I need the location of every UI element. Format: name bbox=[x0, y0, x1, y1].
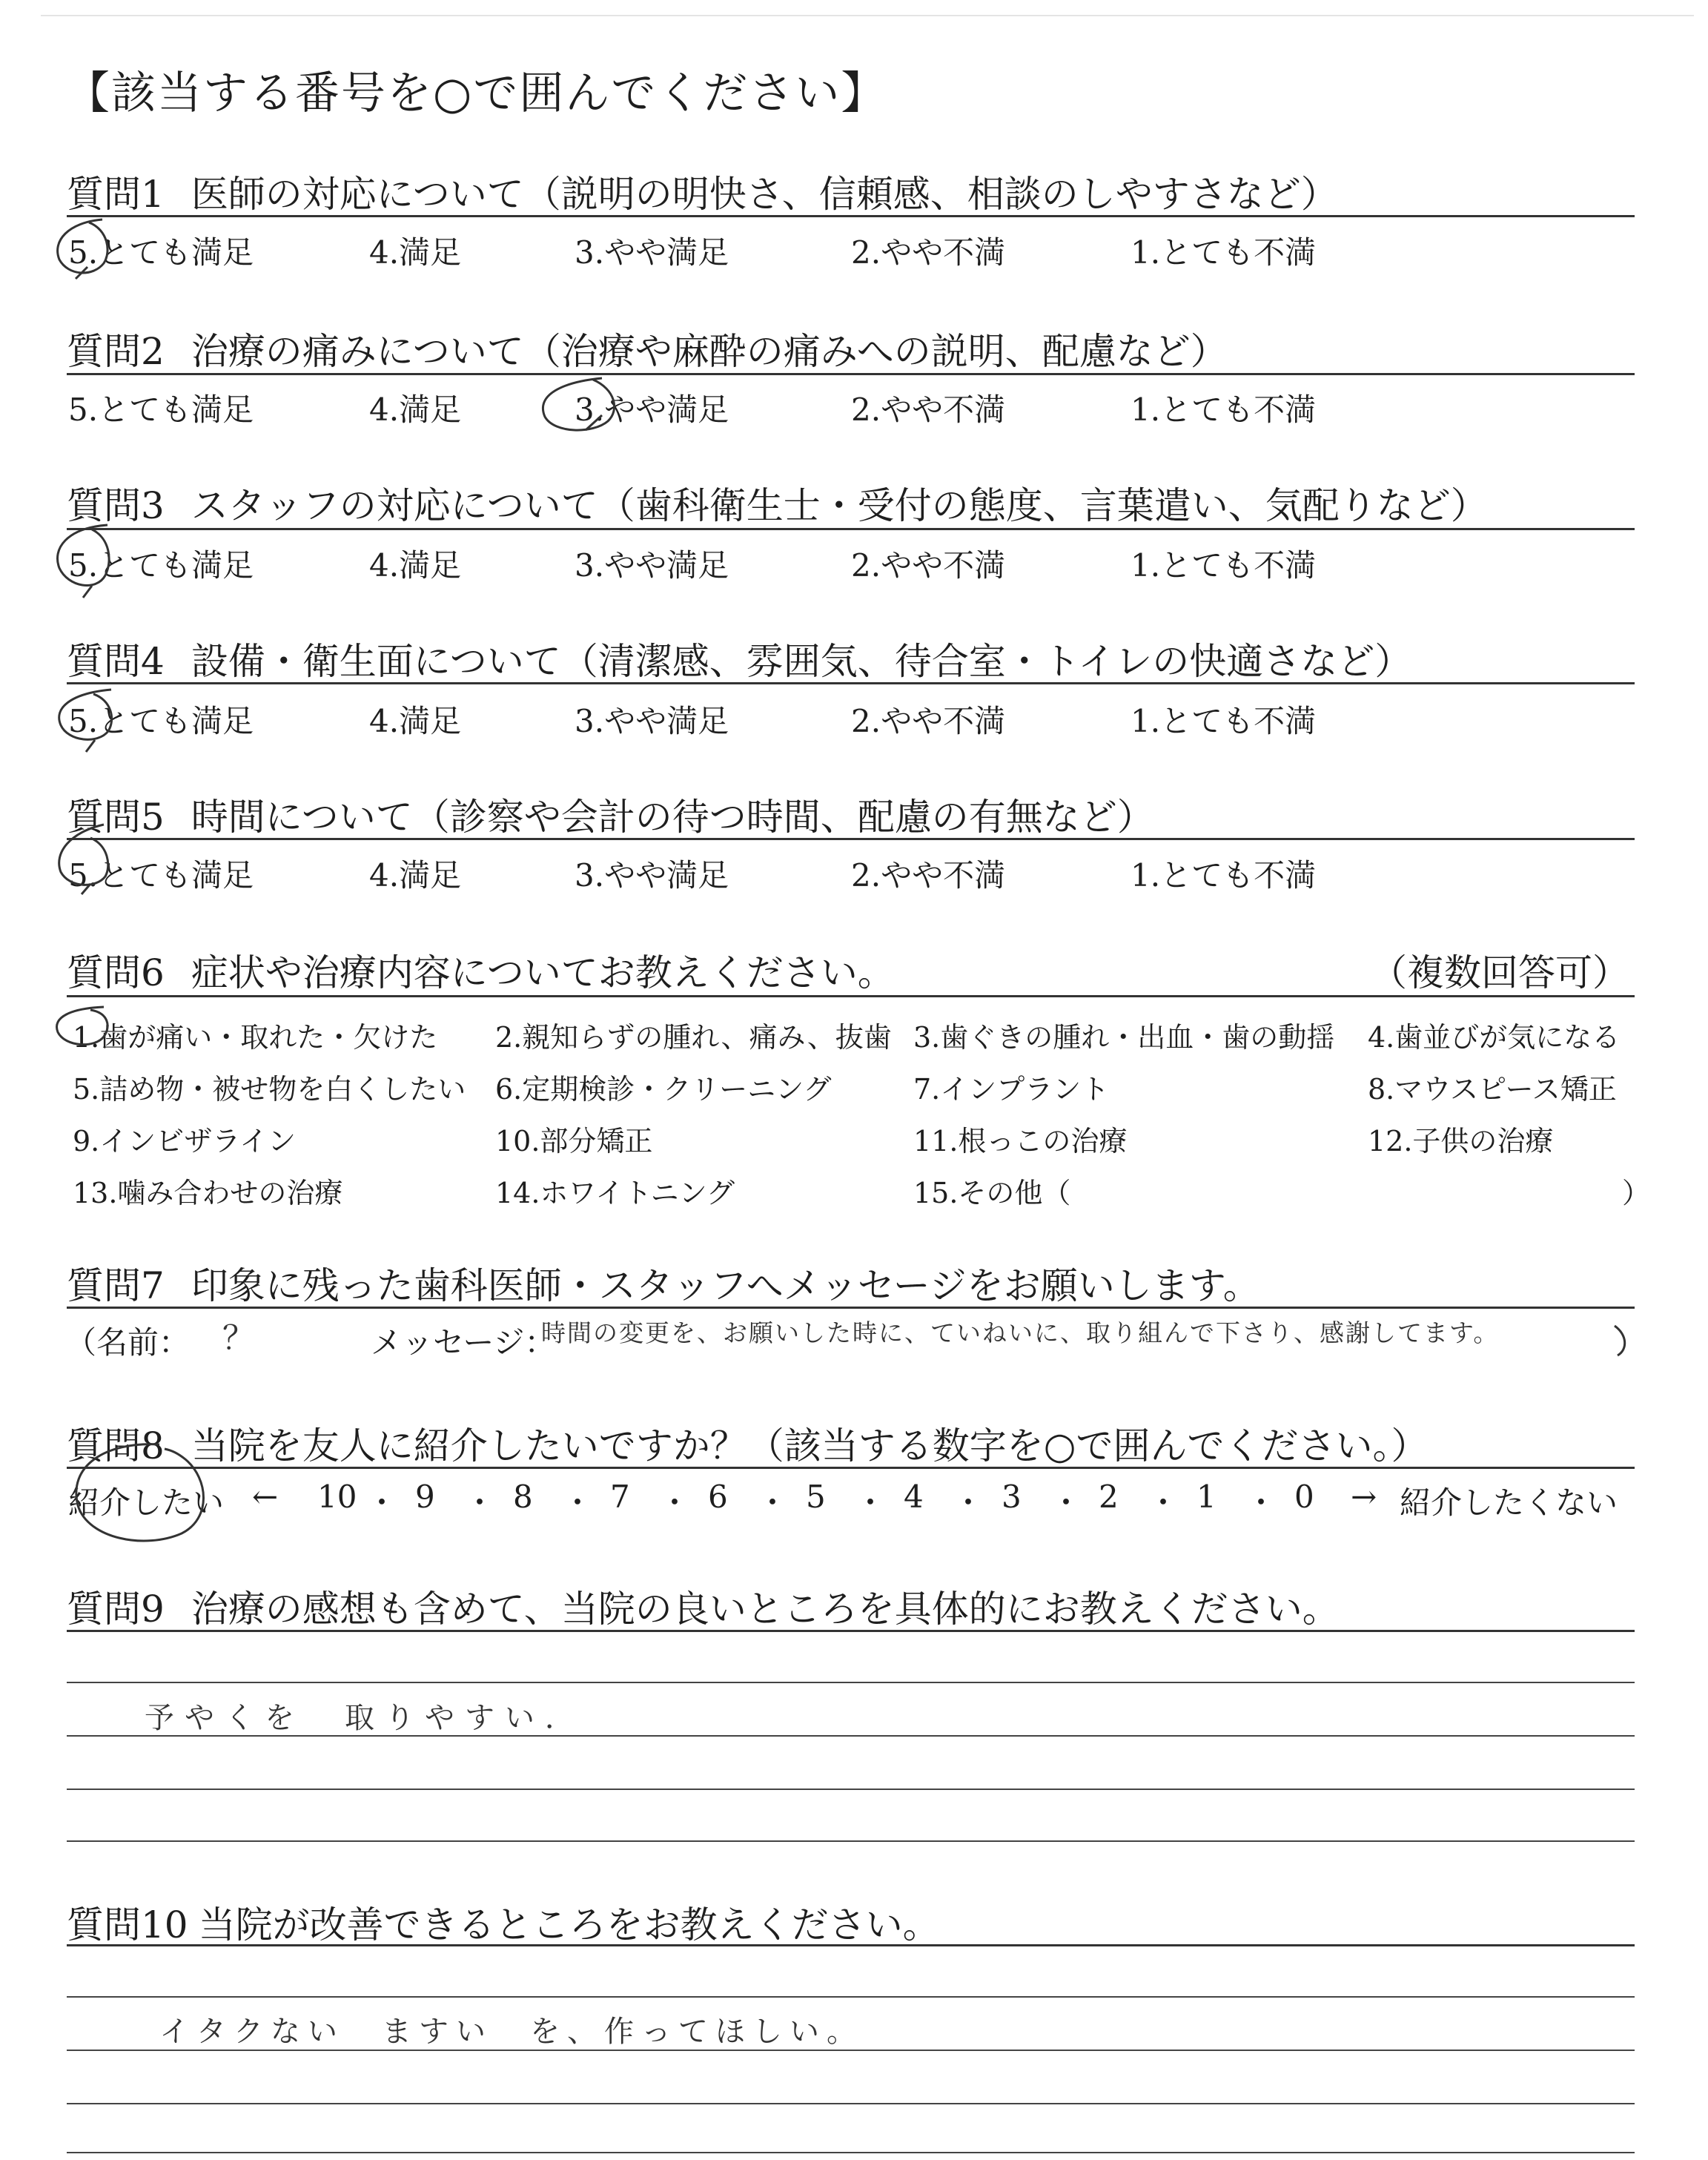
q4-selection-tail bbox=[86, 740, 95, 752]
q5-option-4[interactable]: 4.満足 bbox=[369, 857, 462, 894]
writing-line bbox=[67, 2103, 1635, 2104]
q2-option-3[interactable]: 3.やや満足 bbox=[575, 392, 729, 428]
scale-value-2[interactable]: 2 bbox=[1099, 1479, 1119, 1515]
question-10 bbox=[67, 1895, 940, 1949]
question-7 bbox=[67, 1256, 1260, 1309]
q2-option-4[interactable]: 4.満足 bbox=[369, 392, 462, 428]
q6-option-6[interactable]: 6.定期検診・クリーニング bbox=[495, 1073, 832, 1106]
q3-selection-tail bbox=[83, 586, 92, 598]
scale-value-4[interactable]: 4 bbox=[904, 1479, 924, 1515]
not-recommend-label[interactable]: 紹介したくない bbox=[1400, 1484, 1618, 1521]
writing-line bbox=[67, 2050, 1635, 2051]
question-text: 医師の対応について（説明の明快さ、信頼感、相談のしやすさなど） bbox=[191, 173, 1338, 216]
scale-separator: ・ bbox=[1050, 1484, 1082, 1521]
question-number: 質問2 bbox=[67, 330, 165, 373]
multiple-answers-note: （複数回答可） bbox=[1370, 951, 1629, 994]
scale-value-9[interactable]: 9 bbox=[415, 1479, 435, 1515]
question-6 bbox=[67, 943, 895, 997]
scale-separator: ・ bbox=[855, 1484, 887, 1521]
scale-separator: ・ bbox=[562, 1484, 594, 1521]
q4-option-4[interactable]: 4.満足 bbox=[369, 703, 462, 739]
question-5 bbox=[67, 787, 1154, 841]
question-4 bbox=[67, 632, 1411, 685]
question-number: 質問10 bbox=[67, 1903, 188, 1946]
question-number: 質問9 bbox=[67, 1588, 165, 1631]
q6-option-13[interactable]: 13.噛み合わせの治療 bbox=[73, 1177, 343, 1209]
question-rule bbox=[67, 838, 1635, 840]
writing-line bbox=[67, 1996, 1635, 1998]
question-text: 当院が改善できるところをお教えください。 bbox=[198, 1903, 940, 1946]
q1-option-1[interactable]: 1.とても不満 bbox=[1131, 234, 1317, 271]
q6-other-close-paren: ） bbox=[1622, 1177, 1651, 1209]
q1-option-3[interactable]: 3.やや満足 bbox=[575, 234, 729, 271]
q6-option-8[interactable]: 8.マウスピース矯正 bbox=[1368, 1073, 1617, 1106]
q9-answer[interactable]: 予やくを 取りやすい． bbox=[145, 1701, 585, 1735]
scale-value-7[interactable]: 7 bbox=[610, 1479, 630, 1515]
scale-value-3[interactable]: 3 bbox=[1002, 1479, 1022, 1515]
scale-value-1[interactable]: 1 bbox=[1196, 1479, 1217, 1515]
q4-option-3[interactable]: 3.やや満足 bbox=[575, 703, 729, 739]
q6-option-2[interactable]: 2.親知らずの腫れ、痛み、抜歯 bbox=[495, 1021, 892, 1054]
question-number: 質問3 bbox=[67, 484, 165, 527]
question-text: 印象に残った歯科医師・スタッフへメッセージをお願いします。 bbox=[191, 1264, 1260, 1307]
scale-value-5[interactable]: 5 bbox=[806, 1479, 826, 1515]
page-title: 【該当する番号を○で囲んでください】 bbox=[65, 67, 887, 119]
question-number: 質問8 bbox=[67, 1424, 165, 1467]
q5-option-5[interactable]: 5.とても満足 bbox=[68, 857, 254, 894]
q6-option-4[interactable]: 4.歯並びが気になる bbox=[1368, 1021, 1621, 1054]
question-text: 治療の痛みについて（治療や麻酔の痛みへの説明、配慮など） bbox=[191, 330, 1228, 373]
scale-value-6[interactable]: 6 bbox=[708, 1479, 728, 1515]
q1-option-2[interactable]: 2.やや不満 bbox=[851, 234, 1006, 271]
question-text: 時間について（診察や会計の待つ時間、配慮の有無など） bbox=[191, 796, 1154, 839]
question-number: 質問4 bbox=[67, 640, 165, 683]
q6-option-10[interactable]: 10.部分矯正 bbox=[495, 1125, 653, 1157]
question-text: 症状や治療内容についてお教えください。 bbox=[191, 951, 895, 994]
scale-separator: ・ bbox=[464, 1484, 496, 1521]
q5-option-3[interactable]: 3.やや満足 bbox=[575, 857, 729, 894]
q6-option-7[interactable]: 7.インプラント bbox=[913, 1073, 1110, 1106]
q2-option-5[interactable]: 5.とても満足 bbox=[68, 392, 254, 428]
question-2 bbox=[67, 322, 1228, 375]
q3-option-5[interactable]: 5.とても満足 bbox=[68, 547, 254, 584]
q6-option-1[interactable]: 1.歯が痛い・取れた・欠けた bbox=[73, 1021, 438, 1054]
q5-option-1[interactable]: 1.とても不満 bbox=[1131, 857, 1317, 894]
question-text: スタッフの対応について（歯科衛生士・受付の態度、言葉遣い、気配りなど） bbox=[191, 484, 1488, 527]
q4-option-5[interactable]: 5.とても満足 bbox=[68, 703, 254, 739]
writing-line bbox=[67, 1682, 1635, 1683]
scale-separator: ・ bbox=[659, 1484, 691, 1521]
scale-separator: ・ bbox=[366, 1484, 398, 1521]
scale-value-10[interactable]: 10 bbox=[317, 1479, 357, 1515]
q3-option-4[interactable]: 4.満足 bbox=[369, 547, 462, 584]
question-number: 質問5 bbox=[67, 796, 165, 839]
writing-line bbox=[67, 2152, 1635, 2153]
question-rule bbox=[67, 1630, 1635, 1632]
writing-line bbox=[67, 1735, 1635, 1737]
question-text: 設備・衛生面について（清潔感、雰囲気、待合室・トイレの快適さなど） bbox=[191, 640, 1412, 683]
question-number: 質問6 bbox=[67, 951, 165, 994]
q7-message-end-hook bbox=[1615, 1326, 1625, 1355]
recommend-label[interactable]: 紹介したい bbox=[68, 1484, 225, 1521]
question-9 bbox=[67, 1579, 1340, 1633]
scale-separator: ・ bbox=[757, 1484, 789, 1521]
question-text: 当院を友人に紹介したいですか？（該当する数字を○で囲んでください。） bbox=[191, 1424, 1429, 1467]
question-rule bbox=[67, 1467, 1635, 1469]
q6-option-15[interactable]: 15.その他（ bbox=[913, 1177, 1071, 1209]
writing-line bbox=[67, 1840, 1635, 1842]
question-3 bbox=[67, 476, 1488, 529]
question-1 bbox=[67, 165, 1338, 218]
scale-value-8[interactable]: 8 bbox=[513, 1479, 533, 1515]
question-rule bbox=[67, 995, 1635, 997]
message-value[interactable]: 時間の変更を、お願いした時に、ていねいに、取り組んで下さり、感謝してます。 bbox=[541, 1318, 1500, 1347]
message-label: メッセージ： bbox=[371, 1324, 556, 1361]
name-label: （名前： bbox=[65, 1324, 191, 1361]
q4-option-2[interactable]: 2.やや不満 bbox=[851, 703, 1006, 739]
right-arrow: → bbox=[1351, 1479, 1377, 1515]
scale-separator: ・ bbox=[1148, 1484, 1179, 1521]
left-arrow: ← bbox=[252, 1479, 279, 1515]
question-number: 質問7 bbox=[67, 1264, 165, 1307]
question-rule bbox=[67, 682, 1635, 684]
q2-option-2[interactable]: 2.やや不満 bbox=[851, 392, 1006, 428]
question-8 bbox=[67, 1416, 1428, 1470]
q3-option-1[interactable]: 1.とても不満 bbox=[1131, 547, 1317, 584]
question-rule bbox=[67, 1944, 1635, 1946]
q6-option-14[interactable]: 14.ホワイトニング bbox=[495, 1177, 735, 1209]
q3-option-3[interactable]: 3.やや満足 bbox=[575, 547, 729, 584]
q1-option-4[interactable]: 4.満足 bbox=[369, 234, 462, 271]
q6-option-5[interactable]: 5.詰め物・被せ物を白くしたい bbox=[73, 1073, 466, 1106]
q6-option-12[interactable]: 12.子供の治療 bbox=[1368, 1125, 1554, 1157]
q10-answer[interactable]: イタクない ますい を、作ってほしい。 bbox=[159, 2015, 864, 2049]
question-text: 治療の感想も含めて、当院の良いところを具体的にお教えください。 bbox=[191, 1588, 1340, 1631]
q5-option-2[interactable]: 2.やや不満 bbox=[851, 857, 1006, 894]
scale-separator: ・ bbox=[1245, 1484, 1277, 1521]
question-number: 質問1 bbox=[67, 173, 165, 216]
q6-option-3[interactable]: 3.歯ぐきの腫れ・出血・歯の動揺 bbox=[913, 1021, 1335, 1054]
q3-option-2[interactable]: 2.やや不満 bbox=[851, 547, 1006, 584]
question-rule bbox=[67, 373, 1635, 375]
scale-value-0[interactable]: 0 bbox=[1294, 1479, 1314, 1515]
q2-option-1[interactable]: 1.とても不満 bbox=[1131, 392, 1317, 428]
top-border bbox=[41, 15, 1694, 16]
name-value[interactable]: ？ bbox=[222, 1319, 255, 1357]
q6-option-11[interactable]: 11.根っこの治療 bbox=[913, 1125, 1128, 1157]
question-rule bbox=[67, 1307, 1635, 1309]
question-rule bbox=[67, 528, 1635, 530]
q1-option-5[interactable]: 5.とても満足 bbox=[68, 234, 254, 271]
q4-option-1[interactable]: 1.とても不満 bbox=[1131, 703, 1317, 739]
scale-separator: ・ bbox=[953, 1484, 984, 1521]
writing-line bbox=[67, 1789, 1635, 1790]
question-rule bbox=[67, 215, 1635, 217]
q6-option-9[interactable]: 9.インビザライン bbox=[73, 1125, 297, 1157]
